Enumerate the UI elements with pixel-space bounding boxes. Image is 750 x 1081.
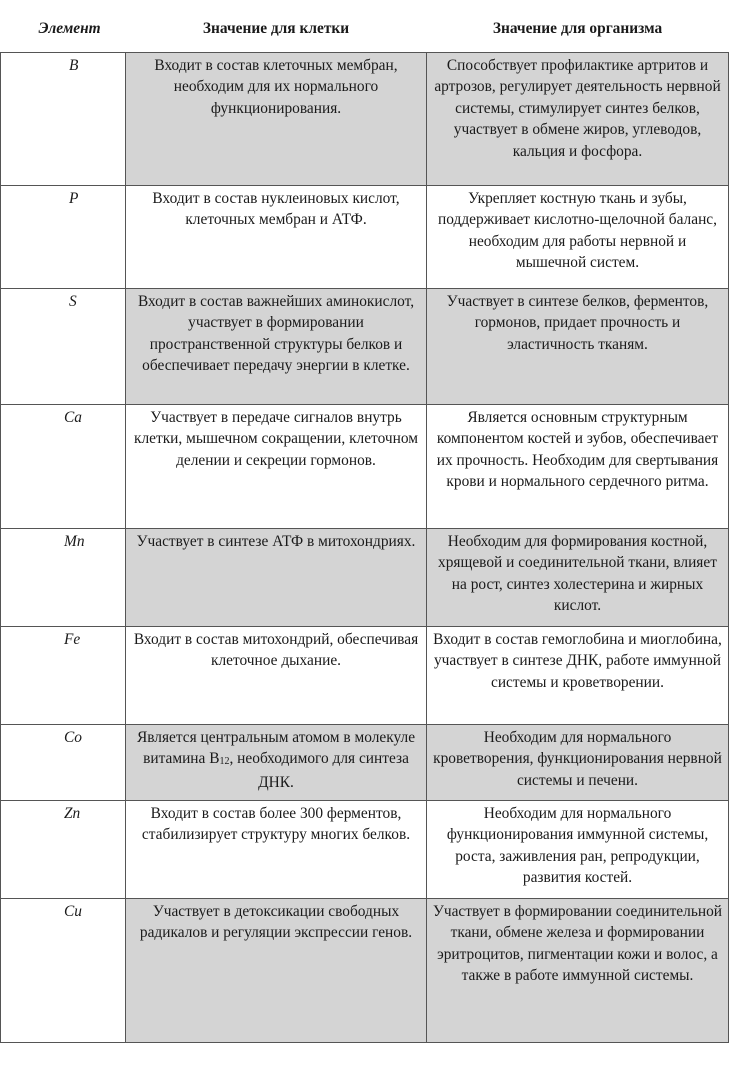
table-row	[1, 288, 729, 404]
organism-significance: Участвует в формировании соединительной ткани, обмене железа и формировании эритроцитов, пигментации кожи и волос, а также в работе иммунной системы.	[427, 898, 729, 1042]
cell-significance: Участвует в детоксикации свободных радикалов и регуляции экспрессии генов.	[126, 898, 427, 1042]
cell-significance: Входит в состав нуклеиновых кислот, клеточных мембран и АТФ.	[126, 185, 427, 288]
element-symbol: Fe	[1, 626, 126, 724]
element-symbol: Mn	[1, 528, 126, 626]
table-row	[1, 52, 729, 185]
cell-significance: Входит в состав митохондрий, обеспечивая клеточное дыхание.	[126, 626, 427, 724]
organism-significance: Входит в состав гемоглобина и миоглобина, участвует в синтезе ДНК, работе иммунной системы и кроветворении.	[427, 626, 729, 724]
organism-significance: Участвует в синтезе белков, ферментов, гормонов, придает прочность и эластичность тканям.	[427, 288, 729, 404]
cell-significance	[126, 724, 427, 800]
organism-significance: Укрепляет костную ткань и зубы, поддерживает кислотно-щелочной баланс, необходим для работы нервной и мышечной систем.	[427, 185, 729, 288]
header-row	[1, 8, 729, 52]
cell-text-start: Является центральным атомом в молекуле витамина B	[136, 728, 416, 767]
element-symbol: Zn	[1, 800, 126, 898]
vitamin-subscript: 12	[219, 756, 230, 767]
table-row	[1, 800, 729, 898]
table-header	[1, 8, 729, 52]
table-row	[1, 724, 729, 800]
header-organism-significance: Значение для организма	[492, 20, 663, 37]
table-row	[1, 626, 729, 724]
element-symbol: Co	[1, 724, 126, 800]
organism-significance: Способствует профилактике артритов и артрозов, регулирует деятельность нервной системы, стимулирует синтез белков, участвует в обмене жиров, углеводов, кальция и фосфора.	[427, 52, 729, 185]
table-row	[1, 185, 729, 288]
cell-significance: Входит в состав более 300 ферментов, стабилизирует структуру многих белков.	[126, 800, 427, 898]
organism-significance: Необходим для нормального функционирования иммунной системы, роста, заживления ран, репродукции, развития костей.	[427, 800, 729, 898]
organism-significance: Является основным структурным компонентом костей и зубов, обеспечивает их прочность. Необходим для свертывания крови и нормального сердечного ритма.	[427, 404, 729, 528]
cell-significance: Входит в состав клеточных мембран, необходим для их нормального функционирования.	[126, 52, 427, 185]
organism-significance: Необходим для формирования костной, хрящевой и соединительной ткани, влияет на рост, синтез холестерина и жирных кислот.	[427, 528, 729, 626]
organism-significance: Необходим для нормального кроветворения, функционирования нервной системы и печени.	[427, 724, 729, 800]
element-symbol: B	[1, 52, 126, 185]
table-row	[1, 898, 729, 1042]
cell-text-end: , необходимого для синтеза ДНК.	[229, 750, 409, 791]
cell-significance: Входит в состав важнейших аминокислот, участвует в формировании пространственной структуры белков и обеспечивает передачу энергии в клетке.	[126, 288, 427, 404]
cell-significance: Участвует в передаче сигналов внутрь клетки, мышечном сокращении, клеточном делении и секреции гормонов.	[126, 404, 427, 528]
element-symbol: Ca	[1, 404, 126, 528]
table-row	[1, 404, 729, 528]
header-cell-significance: Значение для клетки	[202, 20, 350, 37]
header-element: Элемент	[38, 20, 101, 37]
element-symbol: P	[1, 185, 126, 288]
table-row	[1, 528, 729, 626]
element-symbol: S	[1, 288, 126, 404]
cell-significance: Участвует в синтезе АТФ в митохондриях.	[126, 528, 427, 626]
element-symbol: Cu	[1, 898, 126, 1042]
elements-table	[0, 8, 729, 1043]
table-body	[1, 52, 729, 1042]
